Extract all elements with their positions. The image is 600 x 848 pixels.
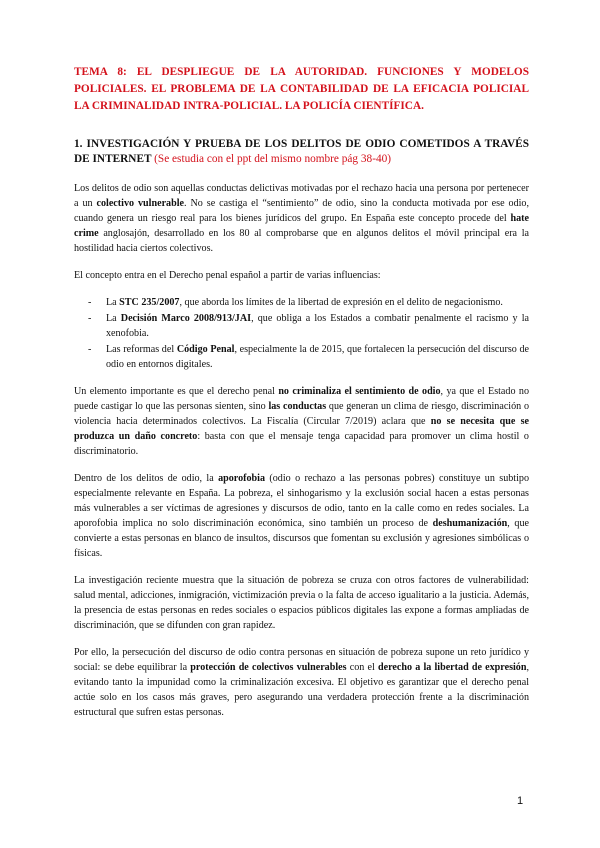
list-item: - La Decisión Marco 2008/913/JAI, que obliga a los Estados a combatir penalmente el racismo y la xenofobia. [88, 313, 530, 339]
bold-term: hate crime [74, 213, 529, 239]
section-heading [74, 137, 529, 167]
bold-term: colectivo vulnerable [96, 198, 184, 209]
influences-list [74, 295, 529, 372]
document-title: TEMA 8: EL DESPLIEGUE DE LA AUTORIDAD. FUNCIONES Y MODELOS POLICIALES. EL PROBLEMA DE LA CONTABILIDAD DE LA EFICACIA POLICIAL LA CRIMINALIDAD INTRA-POLICIAL. LA POLICÍA CIENTÍFICA. [74, 66, 529, 112]
paragraph-1: Los delitos de odio son aquellas conductas delictivas motivadas por el rechazo hacia una persona por pertenecer a un colectivo vulnerable. No se castiga el “sentimiento” de odio, sino la conducta motivada por ese odio, cuando genera un riesgo real para los bienes jurídicos del grupo. En España este concepto procede del hate crime anglosajón, desarrollado en los 80 al comprobarse que en algunos delitos el móvil principal era la hostilidad hacia ciertos colectivos. [74, 183, 529, 254]
section-note: (Se estudia con el ppt del mismo nombre pág 38-40) [154, 153, 392, 165]
paragraph-5: La investigación reciente muestra que la situación de pobreza se cruza con otros factores de vulnerabilidad: salud mental, adicciones, inmigración, victimización previa o la falta de acceso igualitario a la justicia. Además, la presencia de estas personas en redes sociales o espacios públicos digitales las expone a formas ampliadas de discriminación, que se difunden con gran rapidez. [74, 575, 529, 631]
paragraph-4: Dentro de los delitos de odio, la aporofobia (odio o rechazo a las personas pobres) constituye un subtipo especialmente relevante en España. La pobreza, el sinhogarismo y la exclusión social hacen a estas personas más vulnerables a ser víctimas de agresiones y discursos de odio, tanto en la calle como en redes sociales. La aporofobia implica no solo discriminación económica, sino también un proceso de deshumanización, que convierte a estas personas en blanco de insultos, discursos que fomentan su exclusión y agresiones simbólicas o físicas. [74, 473, 529, 559]
list-item: - Las reformas del Código Penal, especialmente la de 2015, que fortalecen la persecución del discurso de odio en entornos digitales. [88, 344, 529, 370]
paragraph-2: El concepto entra en el Derecho penal español a partir de varias influencias: [74, 270, 381, 281]
paragraph-6: Por ello, la persecución del discurso de odio contra personas en situación de pobreza supone un reto jurídico y social: se debe equilibrar la protección de colectivos vulnerables con el derecho a la libertad de expresión, evitando tanto la impunidad como la criminalización excesiva. El objetivo es garantizar que el derecho penal actúe solo en los casos más graves, pero asegurando una verdadera protección frente a la discriminación estructural que sufren estas personas. [74, 647, 529, 718]
section-heading-text: 1. INVESTIGACIÓN Y PRUEBA DE LOS DELITOS DE ODIO COMETIDOS A TRAVÉS DE INTERNET [74, 138, 529, 165]
paragraph-3: Un elemento importante es que el derecho penal no criminaliza el sentimiento de odio, ya que el Estado no puede castigar lo que las personas sienten, sino las conductas que generan un clima de riesgo, discriminación o violencia hacia determinados colectivos. La Fiscalía (Circular 7/2019) aclara que no se necesita que se produzca un daño concreto: basta con que el mensaje tenga capacidad para promover un clima hostil o discriminatorio. [74, 386, 530, 457]
list-item: - La STC 235/2007, que aborda los límites de la libertad de expresión en el delito de negacionismo. [88, 297, 503, 308]
document-page [74, 64, 529, 732]
page-number: 1 [517, 795, 524, 807]
